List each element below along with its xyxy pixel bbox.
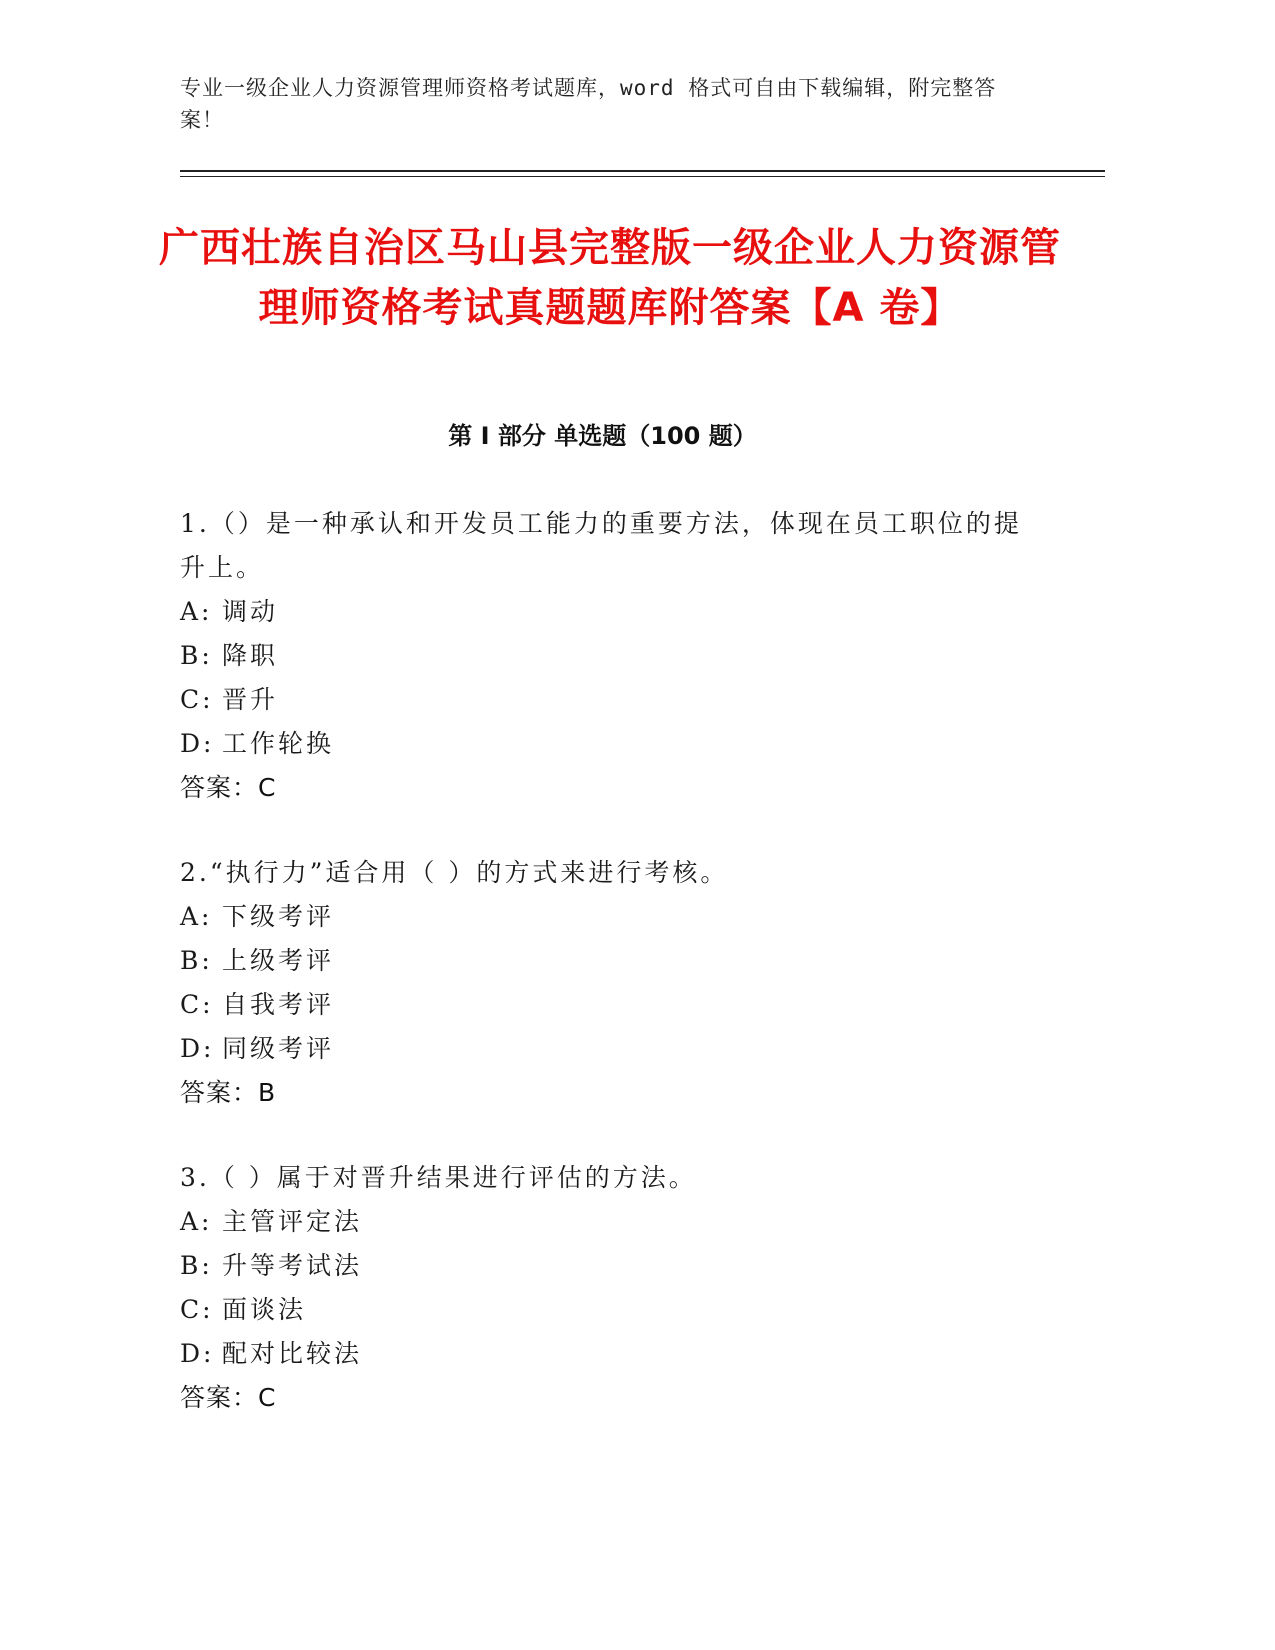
answer-line: 答案：C	[180, 773, 277, 802]
option-text: 晋升	[222, 685, 279, 714]
header-divider-thick	[180, 170, 1105, 172]
header-divider-thin	[180, 176, 1105, 177]
option-text: 同级考评	[222, 1034, 335, 1063]
option-b	[180, 1244, 1030, 1288]
document-title: 广西壮族自治区马山县完整版一级企业人力资源管理师资格考试真题题库附答案【A 卷】	[159, 225, 1061, 331]
option-key: D:	[180, 729, 215, 758]
option-key: C:	[180, 990, 214, 1019]
question-stem: 3.（ ）属于对晋升结果进行评估的方法。	[180, 1163, 697, 1192]
option-key: C:	[180, 1295, 214, 1324]
option-key: A:	[180, 597, 213, 626]
question-stem: 1.（）是一种承认和开发员工能力的重要方法，体现在员工职位的提升上。	[180, 509, 1022, 582]
answer-line: 答案：B	[180, 1078, 277, 1107]
question-stem: 2.“执行力”适合用（ ）的方式来进行考核。	[180, 858, 729, 887]
option-key: D:	[180, 1339, 215, 1368]
option-key: B:	[180, 641, 213, 670]
option-c	[180, 983, 1030, 1027]
option-a	[180, 895, 1030, 939]
option-b	[180, 939, 1030, 983]
option-c	[180, 1288, 1030, 1332]
option-text: 面谈法	[222, 1295, 307, 1324]
option-key: B:	[180, 1251, 213, 1280]
option-a	[180, 1200, 1030, 1244]
header-note: 专业一级企业人力资源管理师资格考试题库，word 格式可自由下载编辑，附完整答案！	[180, 76, 997, 132]
option-d	[180, 1332, 1030, 1376]
question-1	[180, 502, 1030, 810]
option-c	[180, 678, 1030, 722]
option-key: C:	[180, 685, 214, 714]
option-text: 主管评定法	[222, 1207, 363, 1236]
option-text: 自我考评	[222, 990, 335, 1019]
option-a	[180, 590, 1030, 634]
option-key: D:	[180, 1034, 215, 1063]
question-3	[180, 1156, 1030, 1420]
question-2	[180, 851, 1030, 1115]
option-text: 下级考评	[222, 902, 335, 931]
option-key: A:	[180, 1207, 213, 1236]
option-text: 升等考试法	[222, 1251, 363, 1280]
option-d	[180, 1027, 1030, 1071]
answer-line: 答案：C	[180, 1383, 277, 1412]
option-text: 调动	[222, 597, 279, 626]
option-text: 工作轮换	[222, 729, 335, 758]
option-b	[180, 634, 1030, 678]
section-heading: 第 I 部分 单选题（100 题）	[448, 422, 757, 450]
option-key: B:	[180, 946, 213, 975]
option-text: 降职	[222, 641, 279, 670]
option-d	[180, 722, 1030, 766]
option-text: 上级考评	[222, 946, 335, 975]
option-key: A:	[180, 902, 213, 931]
option-text: 配对比较法	[222, 1339, 363, 1368]
